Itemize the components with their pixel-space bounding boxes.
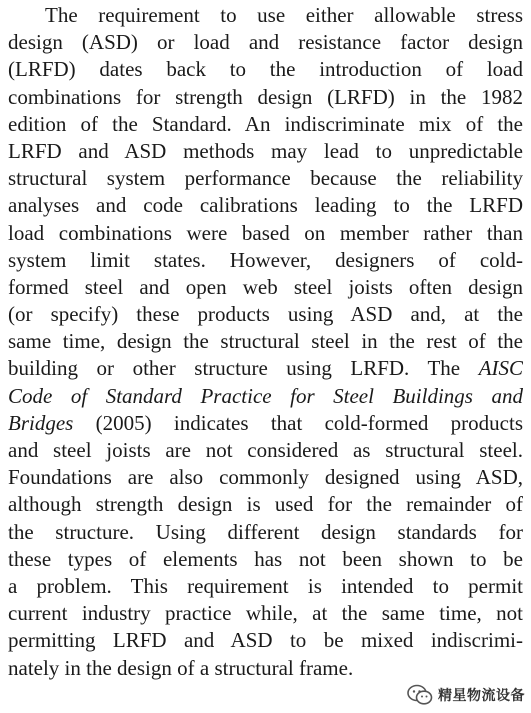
italic-segment: Bridges	[8, 410, 74, 435]
text-line: permitting LRFD and ASD to be mixed indiscrimi-	[8, 628, 523, 653]
text-line: current industry practice while, at the same time, not	[8, 601, 523, 626]
text-line: a problem. This requirement is intended to permit	[8, 573, 523, 598]
text-line: (or specify) these products using ASD and, at the	[8, 302, 523, 327]
text-line-with-italic	[8, 355, 523, 382]
text-line: Foundations are also commonly designed using ASD,	[8, 465, 523, 490]
text-line: formed steel and open web steel joists often design	[8, 274, 523, 299]
text-line: combinations for strength design (LRFD) in the 1982	[8, 84, 523, 109]
text-line: system limit states. However, designers of cold-	[8, 247, 523, 272]
text-line: structural system performance because the reliability	[8, 166, 523, 191]
text-line: although strength design is used for the remainder of	[8, 492, 523, 517]
text-line: nately in the design of a structural frame.	[8, 655, 354, 680]
watermark	[407, 681, 525, 709]
text-line: and steel joists are not considered as structural steel.	[8, 438, 523, 462]
text-segment: (2005) indicates that cold-formed products	[95, 410, 523, 435]
wechat-icon	[407, 684, 433, 706]
text-line: (LRFD) dates back to the introduction of load	[8, 57, 523, 82]
text-segment: building or other structure using LRFD. The	[8, 356, 461, 381]
text-line: same time, design the structural steel in the rest of the	[8, 329, 523, 354]
text-line: The requirement to use either allowable stress	[45, 3, 523, 27]
watermark-text: 精星物流设备	[438, 688, 525, 704]
italic-segment: AISC	[478, 356, 523, 381]
text-line-with-italic	[8, 410, 523, 437]
italic-line: Code of Standard Practice for Steel Buildings and	[8, 383, 523, 408]
text-line: these types of elements has not been shown to be	[8, 546, 523, 571]
text-line: LRFD and ASD methods may lead to unpredictable	[8, 138, 523, 163]
paragraph	[8, 0, 523, 682]
text-line: load combinations were based on member rather than	[8, 220, 523, 245]
text-line: the structure. Using different design standards for	[8, 519, 523, 544]
text-line: analyses and code calibrations leading to the LRFD	[8, 193, 523, 218]
text-line: edition of the Standard. An indiscriminate mix of the	[8, 111, 523, 136]
text-line: design (ASD) or load and resistance factor design	[8, 30, 523, 55]
